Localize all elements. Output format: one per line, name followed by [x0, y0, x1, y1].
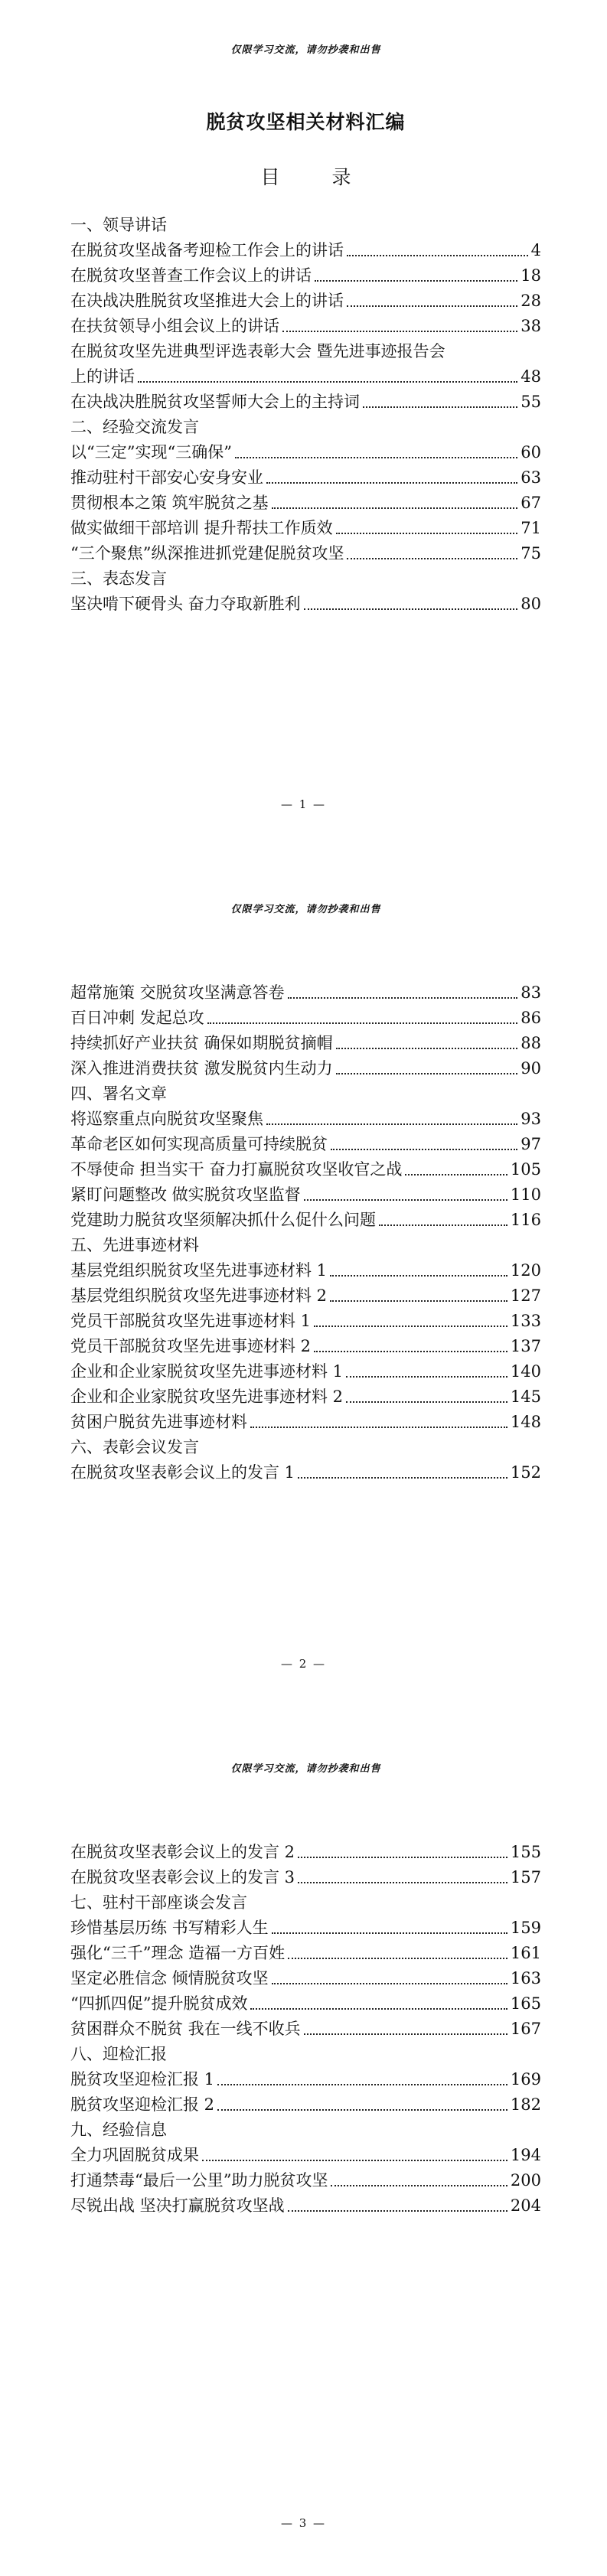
- section-title: 八、迎检汇报: [70, 2045, 167, 2063]
- dot-leader: [235, 457, 517, 458]
- toc-page-number: 182: [510, 2095, 541, 2114]
- toc-entry-title: 做实做细干部培训 提升帮扶工作质效: [70, 519, 333, 537]
- toc-entry[interactable]: [70, 1182, 541, 1208]
- toc-entry[interactable]: [70, 1031, 541, 1056]
- toc-entry-title: 紧盯问题整改 做实脱贫攻坚监督: [70, 1185, 301, 1204]
- toc-page-number: 127: [510, 1286, 541, 1305]
- toc-entry[interactable]: [70, 314, 541, 339]
- toc-entry-title: 在脱贫攻坚普查工作会议上的讲话: [70, 266, 312, 285]
- document-title: 脱贫攻坚相关材料汇编: [206, 111, 406, 133]
- header-note: 仅限学习交流，请勿抄袭和出售: [230, 1763, 381, 1775]
- section-title: 九、经验信息: [70, 2121, 167, 2139]
- toc-entry[interactable]: [70, 1309, 541, 1334]
- toc-entry[interactable]: [70, 1840, 541, 1865]
- toc-page-number: 200: [510, 2171, 541, 2190]
- toc-entry-title: 贫困户脱贫先进事迹材料: [70, 1413, 247, 1431]
- toc-page-number: 116: [510, 1211, 541, 1229]
- toc-page-number: 148: [510, 1413, 541, 1431]
- section-title: 二、经验交流发言: [70, 418, 199, 436]
- toc-entry-title: 打通禁毒“最后一公里”助力脱贫攻坚: [70, 2171, 328, 2190]
- toc-entry-title: “四抓四促”提升脱贫成效: [70, 1994, 248, 2013]
- toc-page-number: 163: [510, 1969, 541, 1987]
- toc-section-heading: [70, 213, 541, 238]
- toc-entry[interactable]: [70, 364, 541, 390]
- toc-entry-title: 脱贫攻坚迎检汇报 1: [70, 2070, 215, 2089]
- toc-heading: 目 录: [260, 166, 374, 188]
- page-number: — 2 —: [280, 1657, 327, 1671]
- dot-leader: [288, 2210, 507, 2212]
- toc-entry-title: 贫困群众不脱贫 我在一线不收兵: [70, 2020, 301, 2038]
- section-title: 七、驻村干部座谈会发言: [70, 1893, 247, 1912]
- toc-entry-title: 在脱贫攻坚表彰会议上的发言 1: [70, 1463, 295, 1482]
- toc-entry[interactable]: [70, 1283, 541, 1309]
- toc-entry-title: 将巡察重点向脱贫攻坚聚焦: [70, 1110, 263, 1128]
- toc-entry-title: 在决战决胜脱贫攻坚推进大会上的讲话: [70, 292, 344, 310]
- dot-leader: [336, 1048, 518, 1049]
- toc-entry[interactable]: [70, 1334, 541, 1359]
- toc-entry[interactable]: [70, 1258, 541, 1283]
- dot-leader: [272, 507, 518, 509]
- dot-leader: [304, 608, 518, 610]
- section-title: 四、署名文章: [70, 1084, 167, 1103]
- toc-entry[interactable]: [70, 1132, 541, 1157]
- toc-entry-title: 坚决啃下硬骨头 奋力夺取新胜利: [70, 595, 301, 613]
- dot-leader: [346, 1376, 507, 1378]
- toc-entry[interactable]: [70, 592, 541, 617]
- toc-section-heading: [70, 2042, 541, 2067]
- section-title: 五、先进事迹材料: [70, 1236, 199, 1254]
- dot-leader: [217, 2109, 507, 2111]
- dot-leader: [217, 2084, 507, 2085]
- dot-leader: [207, 1022, 518, 1024]
- toc-page-number: 137: [510, 1337, 541, 1355]
- toc-entry[interactable]: [70, 1107, 541, 1132]
- toc-entry-title: 持续抓好产业扶贫 确保如期脱贫摘帽: [70, 1034, 333, 1052]
- toc-section-heading: [70, 415, 541, 440]
- dot-leader: [314, 1325, 507, 1327]
- toc-entry-title: 脱贫攻坚迎检汇报 2: [70, 2095, 215, 2114]
- toc-entry-title: 在决战决胜脱贫攻坚誓师大会上的主持词: [70, 393, 360, 411]
- toc-entry-title: 珍惜基层历练 书写精彩人生: [70, 1919, 269, 1937]
- toc-page-number: 83: [521, 983, 541, 1002]
- dot-leader: [405, 1174, 507, 1176]
- toc-entry[interactable]: [70, 1056, 541, 1081]
- dot-leader: [315, 280, 517, 282]
- toc-page-number: 133: [510, 1312, 541, 1330]
- page-3: [0, 1719, 607, 2576]
- toc-page-number: 155: [510, 1843, 541, 1861]
- section-title: 一、领导讲话: [70, 216, 167, 234]
- toc-page-number: 152: [510, 1463, 541, 1482]
- toc-entry-title: 尽锐出战 坚决打赢脱贫攻坚战: [70, 2196, 285, 2215]
- toc-entry[interactable]: [70, 339, 541, 364]
- dot-leader: [347, 558, 517, 559]
- toc-entry-title: 以“三定”实现“三确保”: [70, 443, 232, 461]
- toc-entry-title: 贯彻根本之策 筑牢脱贫之基: [70, 494, 269, 512]
- toc-entry[interactable]: [70, 980, 541, 1006]
- toc-page-number: 48: [521, 367, 541, 386]
- toc-entry-title: 在脱贫攻坚表彰会议上的发言 2: [70, 1843, 295, 1861]
- toc-page-number: 140: [510, 1362, 541, 1381]
- toc-entry-title: 超常施策 交脱贫攻坚满意答卷: [70, 983, 285, 1002]
- dot-leader: [138, 381, 517, 383]
- toc-entry-title: 深入推进消费扶贫 激发脱贫内生动力: [70, 1059, 333, 1078]
- toc-entry-title: 在扶贫领导小组会议上的讲话: [70, 317, 279, 335]
- toc-entry[interactable]: [70, 2017, 541, 2042]
- toc-entry-title: 在脱贫攻坚表彰会议上的发言 3: [70, 1868, 295, 1886]
- toc-list: [70, 980, 541, 1485]
- page-2: [0, 859, 607, 1717]
- toc-page-number: 86: [521, 1009, 541, 1027]
- dot-leader: [347, 305, 517, 307]
- toc-page-number: 105: [510, 1160, 541, 1179]
- toc-entry-title: “三个聚焦”纵深推进抓党建促脱贫攻坚: [70, 544, 344, 562]
- toc-entry[interactable]: [70, 440, 541, 465]
- toc-entry[interactable]: [70, 1208, 541, 1233]
- toc-page-number: 75: [521, 544, 541, 562]
- toc-entry-title: 企业和企业家脱贫攻坚先进事迹材料 2: [70, 1387, 344, 1406]
- toc-entry[interactable]: [70, 2193, 541, 2219]
- toc-entry[interactable]: [70, 1157, 541, 1182]
- toc-entry[interactable]: [70, 1359, 541, 1384]
- dot-leader: [288, 1958, 507, 1959]
- dot-leader: [272, 1983, 507, 1984]
- toc-entry[interactable]: [70, 465, 541, 491]
- toc-section-heading: [70, 566, 541, 592]
- toc-page-number: 67: [521, 494, 541, 512]
- toc-entry[interactable]: [70, 1991, 541, 2017]
- toc-entry-title: 革命老区如何实现高质量可持续脱贫: [70, 1135, 328, 1153]
- toc-list: [70, 213, 541, 617]
- toc-entry[interactable]: [70, 1916, 541, 1941]
- toc-entry[interactable]: [70, 2092, 541, 2118]
- section-title: 六、表彰会议发言: [70, 1438, 199, 1456]
- toc-page-number: 90: [521, 1059, 541, 1078]
- header-note: 仅限学习交流，请勿抄袭和出售: [230, 44, 381, 56]
- toc-section-heading: [70, 2118, 541, 2143]
- toc-list: [70, 1840, 541, 2219]
- toc-entry-title: 上的讲话: [70, 367, 135, 386]
- toc-entry[interactable]: [70, 1006, 541, 1031]
- toc-page-number: 161: [510, 1944, 541, 1962]
- toc-page-number: 204: [510, 2196, 541, 2215]
- dot-leader: [304, 1199, 507, 1201]
- toc-entry[interactable]: [70, 516, 541, 541]
- toc-entry-title: 基层党组织脱贫攻坚先进事迹材料 1: [70, 1261, 328, 1280]
- toc-entry-title: 在脱贫攻坚战备考迎检工作会上的讲话: [70, 241, 344, 259]
- toc-section-heading: [70, 1081, 541, 1107]
- toc-section-heading: [70, 1233, 541, 1258]
- toc-page-number: 159: [510, 1919, 541, 1937]
- dot-leader: [346, 1401, 507, 1403]
- header-note: 仅限学习交流，请勿抄袭和出售: [230, 904, 381, 915]
- toc-page-number: 167: [510, 2020, 541, 2038]
- toc-page-number: 145: [510, 1387, 541, 1406]
- page-1: [0, 0, 607, 857]
- toc-page-number: 194: [510, 2146, 541, 2164]
- toc-page-number: 97: [521, 1135, 541, 1153]
- toc-page-number: 88: [521, 1034, 541, 1052]
- toc-entry-title: 百日冲刺 发起总攻: [70, 1009, 204, 1027]
- toc-entry-title: 党建助力脱贫攻坚须解决抓什么促什么问题: [70, 1211, 376, 1229]
- toc-entry[interactable]: [70, 238, 541, 263]
- dot-leader: [379, 1224, 507, 1226]
- toc-entry-title: 基层党组织脱贫攻坚先进事迹材料 2: [70, 1286, 328, 1305]
- toc-entry-title: 强化“三千”理念 造福一方百姓: [70, 1944, 286, 1962]
- toc-entry[interactable]: [70, 2067, 541, 2092]
- dot-leader: [250, 2008, 507, 2010]
- toc-entry-title: 党员干部脱贫攻坚先进事迹材料 2: [70, 1337, 312, 1355]
- toc-page-number: 28: [521, 292, 541, 310]
- dot-leader: [331, 2185, 507, 2186]
- toc-entry[interactable]: [70, 1410, 541, 1435]
- toc-entry[interactable]: [70, 1865, 541, 1890]
- toc-entry[interactable]: [70, 390, 541, 415]
- page-number: — 1 —: [280, 797, 327, 811]
- toc-entry-title: 坚定必胜信念 倾情脱贫攻坚: [70, 1969, 269, 1987]
- dot-leader: [331, 1149, 517, 1150]
- dot-leader: [202, 2160, 507, 2161]
- dot-leader: [314, 1351, 507, 1352]
- toc-entry-title: 党员干部脱贫攻坚先进事迹材料 1: [70, 1312, 312, 1330]
- dot-leader: [304, 2033, 507, 2035]
- toc-entry[interactable]: [70, 491, 541, 516]
- toc-entry[interactable]: [70, 2168, 541, 2193]
- toc-section-heading: [70, 1890, 541, 1916]
- dot-leader: [298, 1857, 507, 1858]
- dot-leader: [272, 1932, 507, 1934]
- dot-leader: [347, 255, 528, 256]
- toc-entry[interactable]: [70, 2143, 541, 2168]
- dot-leader: [363, 406, 517, 408]
- dot-leader: [330, 1275, 507, 1277]
- toc-page-number: 38: [521, 317, 541, 335]
- toc-entry[interactable]: [70, 263, 541, 289]
- toc-page-number: 60: [521, 443, 541, 461]
- toc-entry-title: 企业和企业家脱贫攻坚先进事迹材料 1: [70, 1362, 344, 1381]
- dot-leader: [250, 1427, 507, 1428]
- toc-page-number: 157: [510, 1868, 541, 1886]
- toc-page-number: 18: [521, 266, 541, 285]
- toc-entry-title: 在脱贫攻坚先进典型评选表彰大会 暨先进事迹报告会: [70, 342, 445, 360]
- toc-entry-title: 推动驻村干部安心安身安业: [70, 468, 263, 487]
- dot-leader: [266, 482, 517, 484]
- toc-page-number: 120: [510, 1261, 541, 1280]
- toc-page-number: 63: [521, 468, 541, 487]
- dot-leader: [282, 331, 517, 332]
- toc-entry-title: 不辱使命 担当实干 奋力打赢脱贫攻坚收官之战: [70, 1160, 403, 1179]
- toc-entry[interactable]: [70, 1966, 541, 1991]
- section-title: 三、表态发言: [70, 569, 167, 588]
- dot-leader: [298, 1882, 507, 1883]
- toc-page-number: 80: [521, 595, 541, 613]
- dot-leader: [330, 1300, 507, 1302]
- toc-page-number: 71: [521, 519, 541, 537]
- toc-page-number: 55: [521, 393, 541, 411]
- dot-leader: [298, 1477, 507, 1479]
- page-number: — 3 —: [280, 2516, 327, 2530]
- dot-leader: [336, 533, 518, 534]
- toc-entry-title: 全力巩固脱贫成果: [70, 2146, 199, 2164]
- dot-leader: [288, 997, 518, 999]
- toc-page-number: 4: [530, 241, 541, 259]
- toc-entry[interactable]: [70, 1384, 541, 1410]
- toc-section-heading: [70, 1435, 541, 1460]
- toc-entry[interactable]: [70, 289, 541, 314]
- toc-page-number: 169: [510, 2070, 541, 2089]
- toc-entry[interactable]: [70, 541, 541, 566]
- toc-page-number: 110: [510, 1185, 541, 1204]
- dot-leader: [266, 1123, 517, 1125]
- toc-entry[interactable]: [70, 1460, 541, 1485]
- toc-page-number: 93: [521, 1110, 541, 1128]
- toc-page-number: 165: [510, 1994, 541, 2013]
- dot-leader: [336, 1073, 518, 1074]
- toc-entry[interactable]: [70, 1941, 541, 1966]
